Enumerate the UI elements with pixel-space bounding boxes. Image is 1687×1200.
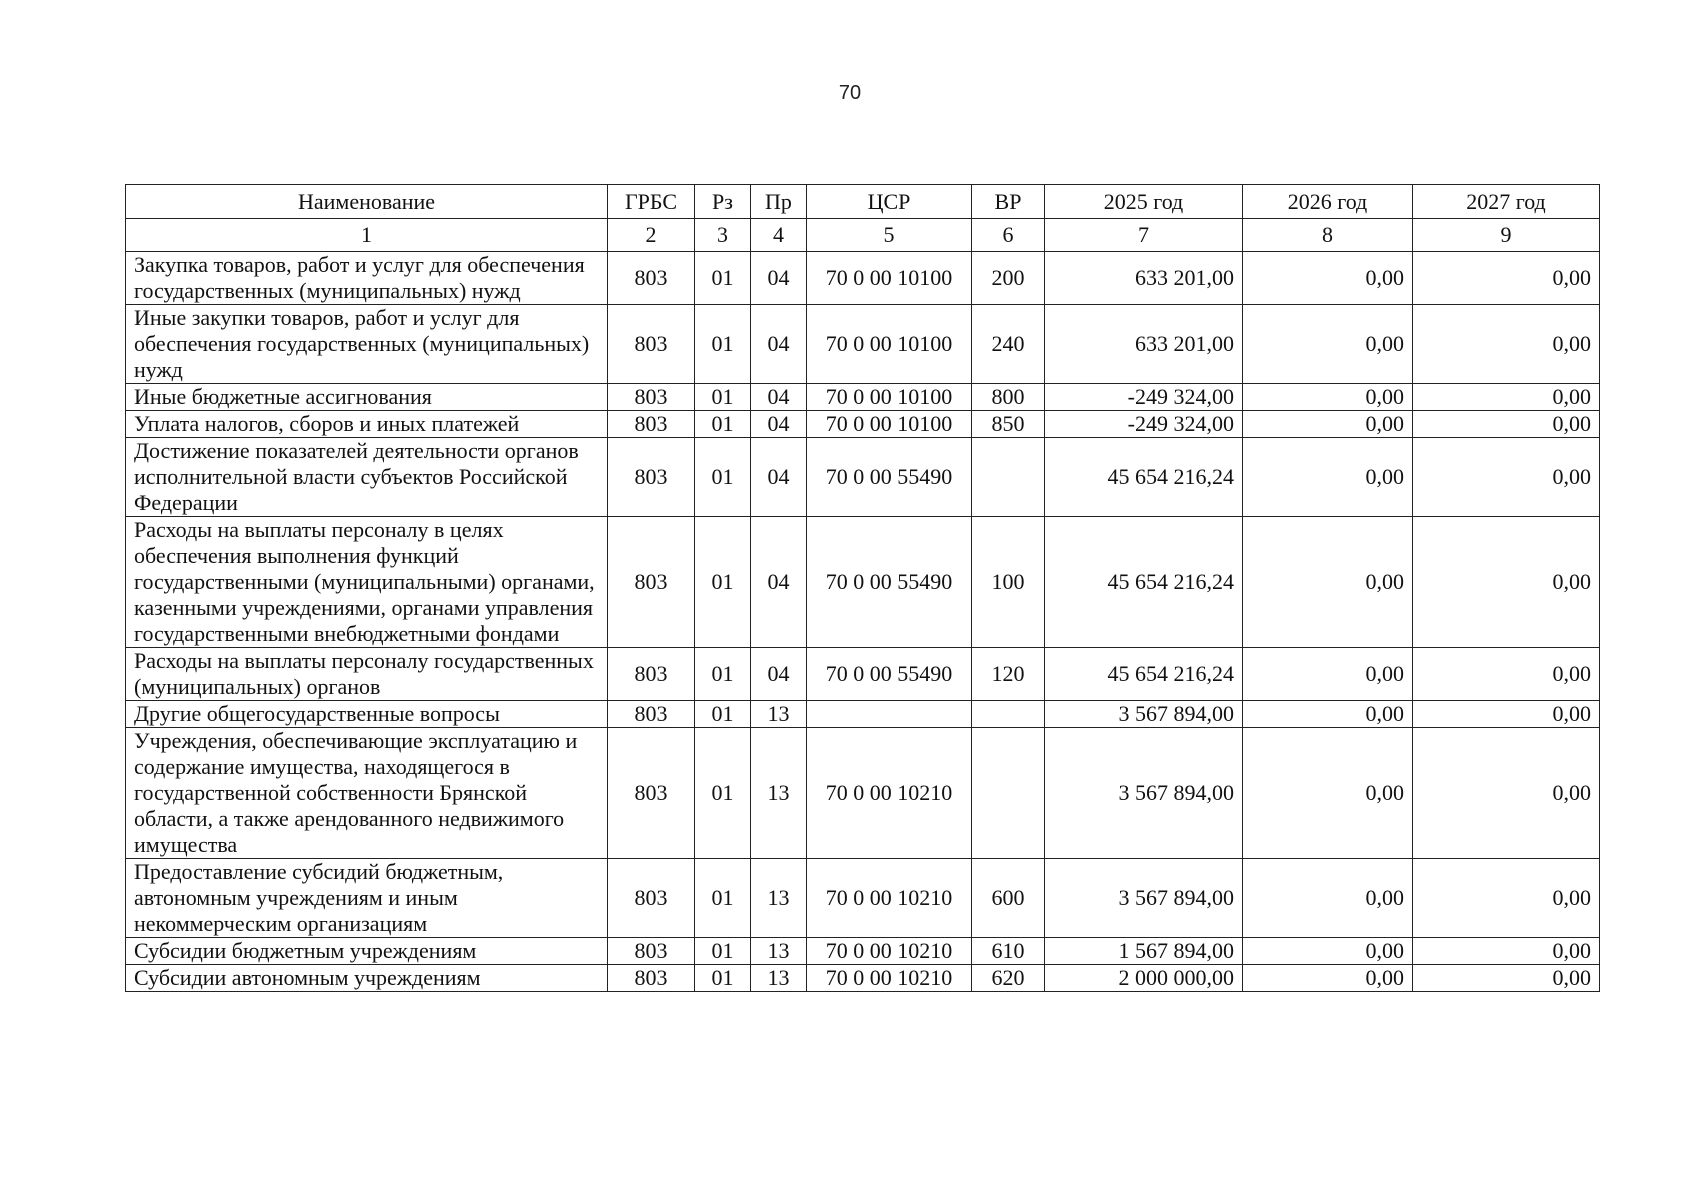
- row-rz: 01: [695, 938, 751, 965]
- row-rz: 01: [695, 728, 751, 859]
- row-amount-2025: 1 567 894,00: [1045, 938, 1243, 965]
- row-csr: 70 0 00 10210: [807, 859, 972, 938]
- table-row: [126, 411, 1600, 438]
- row-pr: 04: [751, 648, 807, 701]
- row-vr: 610: [972, 938, 1045, 965]
- row-grbs: 803: [608, 728, 695, 859]
- row-amount-2026: 0,00: [1243, 728, 1413, 859]
- row-amount-2025: 3 567 894,00: [1045, 728, 1243, 859]
- row-name: Иные бюджетные ассигнования: [126, 384, 608, 411]
- row-amount-2027: 0,00: [1413, 411, 1600, 438]
- table-body: [126, 252, 1600, 992]
- table-row: [126, 517, 1600, 648]
- column-number: 4: [751, 219, 807, 252]
- row-vr: 620: [972, 965, 1045, 992]
- row-pr: 13: [751, 965, 807, 992]
- row-name: Другие общегосударственные вопросы: [126, 701, 608, 728]
- row-vr: 850: [972, 411, 1045, 438]
- row-csr: [807, 701, 972, 728]
- row-amount-2026: 0,00: [1243, 648, 1413, 701]
- table-row: [126, 438, 1600, 517]
- row-amount-2026: 0,00: [1243, 701, 1413, 728]
- row-amount-2026: 0,00: [1243, 438, 1413, 517]
- row-vr: [972, 438, 1045, 517]
- table-row: [126, 648, 1600, 701]
- header-row: [126, 185, 1600, 219]
- header-pr: Пр: [751, 185, 807, 219]
- row-grbs: 803: [608, 859, 695, 938]
- column-number-row: [126, 219, 1600, 252]
- row-pr: 13: [751, 701, 807, 728]
- row-amount-2025: 45 654 216,24: [1045, 517, 1243, 648]
- row-rz: 01: [695, 648, 751, 701]
- row-amount-2026: 0,00: [1243, 965, 1413, 992]
- page-number: 70: [838, 82, 862, 104]
- row-amount-2026: 0,00: [1243, 411, 1413, 438]
- row-pr: 13: [751, 728, 807, 859]
- row-amount-2026: 0,00: [1243, 938, 1413, 965]
- budget-table: [125, 184, 1600, 992]
- column-number: 2: [608, 219, 695, 252]
- table-row: [126, 701, 1600, 728]
- row-pr: 13: [751, 938, 807, 965]
- row-csr: 70 0 00 10100: [807, 411, 972, 438]
- row-amount-2026: 0,00: [1243, 859, 1413, 938]
- column-number: 6: [972, 219, 1045, 252]
- row-vr: [972, 728, 1045, 859]
- row-grbs: 803: [608, 965, 695, 992]
- row-amount-2026: 0,00: [1243, 517, 1413, 648]
- row-grbs: 803: [608, 252, 695, 305]
- column-number: 3: [695, 219, 751, 252]
- row-csr: 70 0 00 10210: [807, 965, 972, 992]
- row-name: Расходы на выплаты персоналу государственных (муниципальных) органов: [126, 648, 608, 701]
- row-grbs: 803: [608, 701, 695, 728]
- row-pr: 04: [751, 517, 807, 648]
- row-rz: 01: [695, 438, 751, 517]
- row-grbs: 803: [608, 438, 695, 517]
- row-name: Субсидии автономным учреждениям: [126, 965, 608, 992]
- row-amount-2025: 45 654 216,24: [1045, 648, 1243, 701]
- header-grbs: ГРБС: [608, 185, 695, 219]
- row-name: Иные закупки товаров, работ и услуг для обеспечения государственных (муниципальных) нужд: [126, 305, 608, 384]
- row-rz: 01: [695, 411, 751, 438]
- row-amount-2025: 2 000 000,00: [1045, 965, 1243, 992]
- row-rz: 01: [695, 859, 751, 938]
- row-csr: 70 0 00 55490: [807, 648, 972, 701]
- column-number: 1: [126, 219, 608, 252]
- table-row: [126, 305, 1600, 384]
- row-vr: [972, 701, 1045, 728]
- row-pr: 04: [751, 384, 807, 411]
- header-csr: ЦСР: [807, 185, 972, 219]
- row-name: Предоставление субсидий бюджетным, автономным учреждениям и иным некоммерческим организациям: [126, 859, 608, 938]
- row-grbs: 803: [608, 411, 695, 438]
- row-amount-2027: 0,00: [1413, 305, 1600, 384]
- row-amount-2027: 0,00: [1413, 728, 1600, 859]
- row-csr: 70 0 00 10210: [807, 728, 972, 859]
- column-number: 7: [1045, 219, 1243, 252]
- row-amount-2025: 633 201,00: [1045, 252, 1243, 305]
- row-amount-2026: 0,00: [1243, 252, 1413, 305]
- row-vr: 800: [972, 384, 1045, 411]
- row-csr: 70 0 00 10210: [807, 938, 972, 965]
- row-vr: 120: [972, 648, 1045, 701]
- row-pr: 04: [751, 252, 807, 305]
- header-2026: 2026 год: [1243, 185, 1413, 219]
- row-csr: 70 0 00 10100: [807, 384, 972, 411]
- table-row: [126, 938, 1600, 965]
- row-amount-2025: 3 567 894,00: [1045, 859, 1243, 938]
- row-rz: 01: [695, 252, 751, 305]
- row-rz: 01: [695, 701, 751, 728]
- column-number: 5: [807, 219, 972, 252]
- row-pr: 04: [751, 411, 807, 438]
- row-amount-2027: 0,00: [1413, 938, 1600, 965]
- table-row: [126, 384, 1600, 411]
- row-amount-2027: 0,00: [1413, 648, 1600, 701]
- row-name: Уплата налогов, сборов и иных платежей: [126, 411, 608, 438]
- row-pr: 04: [751, 438, 807, 517]
- row-name: Учреждения, обеспечивающие эксплуатацию и содержание имущества, находящегося в государственной собственности Брянской области, а также арендованного недвижимого имущества: [126, 728, 608, 859]
- header-2027: 2027 год: [1413, 185, 1600, 219]
- row-grbs: 803: [608, 384, 695, 411]
- row-csr: 70 0 00 10100: [807, 252, 972, 305]
- row-pr: 04: [751, 305, 807, 384]
- table-row: [126, 859, 1600, 938]
- row-amount-2027: 0,00: [1413, 438, 1600, 517]
- row-vr: 240: [972, 305, 1045, 384]
- row-vr: 100: [972, 517, 1045, 648]
- row-amount-2027: 0,00: [1413, 384, 1600, 411]
- row-grbs: 803: [608, 305, 695, 384]
- row-grbs: 803: [608, 648, 695, 701]
- row-name: Расходы на выплаты персоналу в целях обеспечения выполнения функций государственными (муниципальными) органами, казенными учреждениями, органами управления государственными внебюджетными фондами: [126, 517, 608, 648]
- row-rz: 01: [695, 384, 751, 411]
- table-row: [126, 965, 1600, 992]
- row-grbs: 803: [608, 517, 695, 648]
- row-vr: 600: [972, 859, 1045, 938]
- row-amount-2026: 0,00: [1243, 305, 1413, 384]
- row-vr: 200: [972, 252, 1045, 305]
- header-vr: ВР: [972, 185, 1045, 219]
- row-rz: 01: [695, 305, 751, 384]
- column-number: 9: [1413, 219, 1600, 252]
- row-amount-2027: 0,00: [1413, 252, 1600, 305]
- row-name: Достижение показателей деятельности органов исполнительной власти субъектов Российской Федерации: [126, 438, 608, 517]
- row-amount-2025: -249 324,00: [1045, 411, 1243, 438]
- row-amount-2026: 0,00: [1243, 384, 1413, 411]
- table-row: [126, 252, 1600, 305]
- header-2025: 2025 год: [1045, 185, 1243, 219]
- row-amount-2025: 45 654 216,24: [1045, 438, 1243, 517]
- row-pr: 13: [751, 859, 807, 938]
- row-amount-2025: 633 201,00: [1045, 305, 1243, 384]
- row-csr: 70 0 00 55490: [807, 517, 972, 648]
- row-amount-2025: -249 324,00: [1045, 384, 1243, 411]
- row-amount-2027: 0,00: [1413, 859, 1600, 938]
- row-rz: 01: [695, 965, 751, 992]
- row-rz: 01: [695, 517, 751, 648]
- row-amount-2027: 0,00: [1413, 701, 1600, 728]
- table-row: [126, 728, 1600, 859]
- row-amount-2027: 0,00: [1413, 965, 1600, 992]
- column-number: 8: [1243, 219, 1413, 252]
- header-rz: Рз: [695, 185, 751, 219]
- row-amount-2025: 3 567 894,00: [1045, 701, 1243, 728]
- row-name: Субсидии бюджетным учреждениям: [126, 938, 608, 965]
- row-name: Закупка товаров, работ и услуг для обеспечения государственных (муниципальных) нужд: [126, 252, 608, 305]
- row-grbs: 803: [608, 938, 695, 965]
- row-csr: 70 0 00 10100: [807, 305, 972, 384]
- row-csr: 70 0 00 55490: [807, 438, 972, 517]
- header-name: Наименование: [126, 185, 608, 219]
- row-amount-2027: 0,00: [1413, 517, 1600, 648]
